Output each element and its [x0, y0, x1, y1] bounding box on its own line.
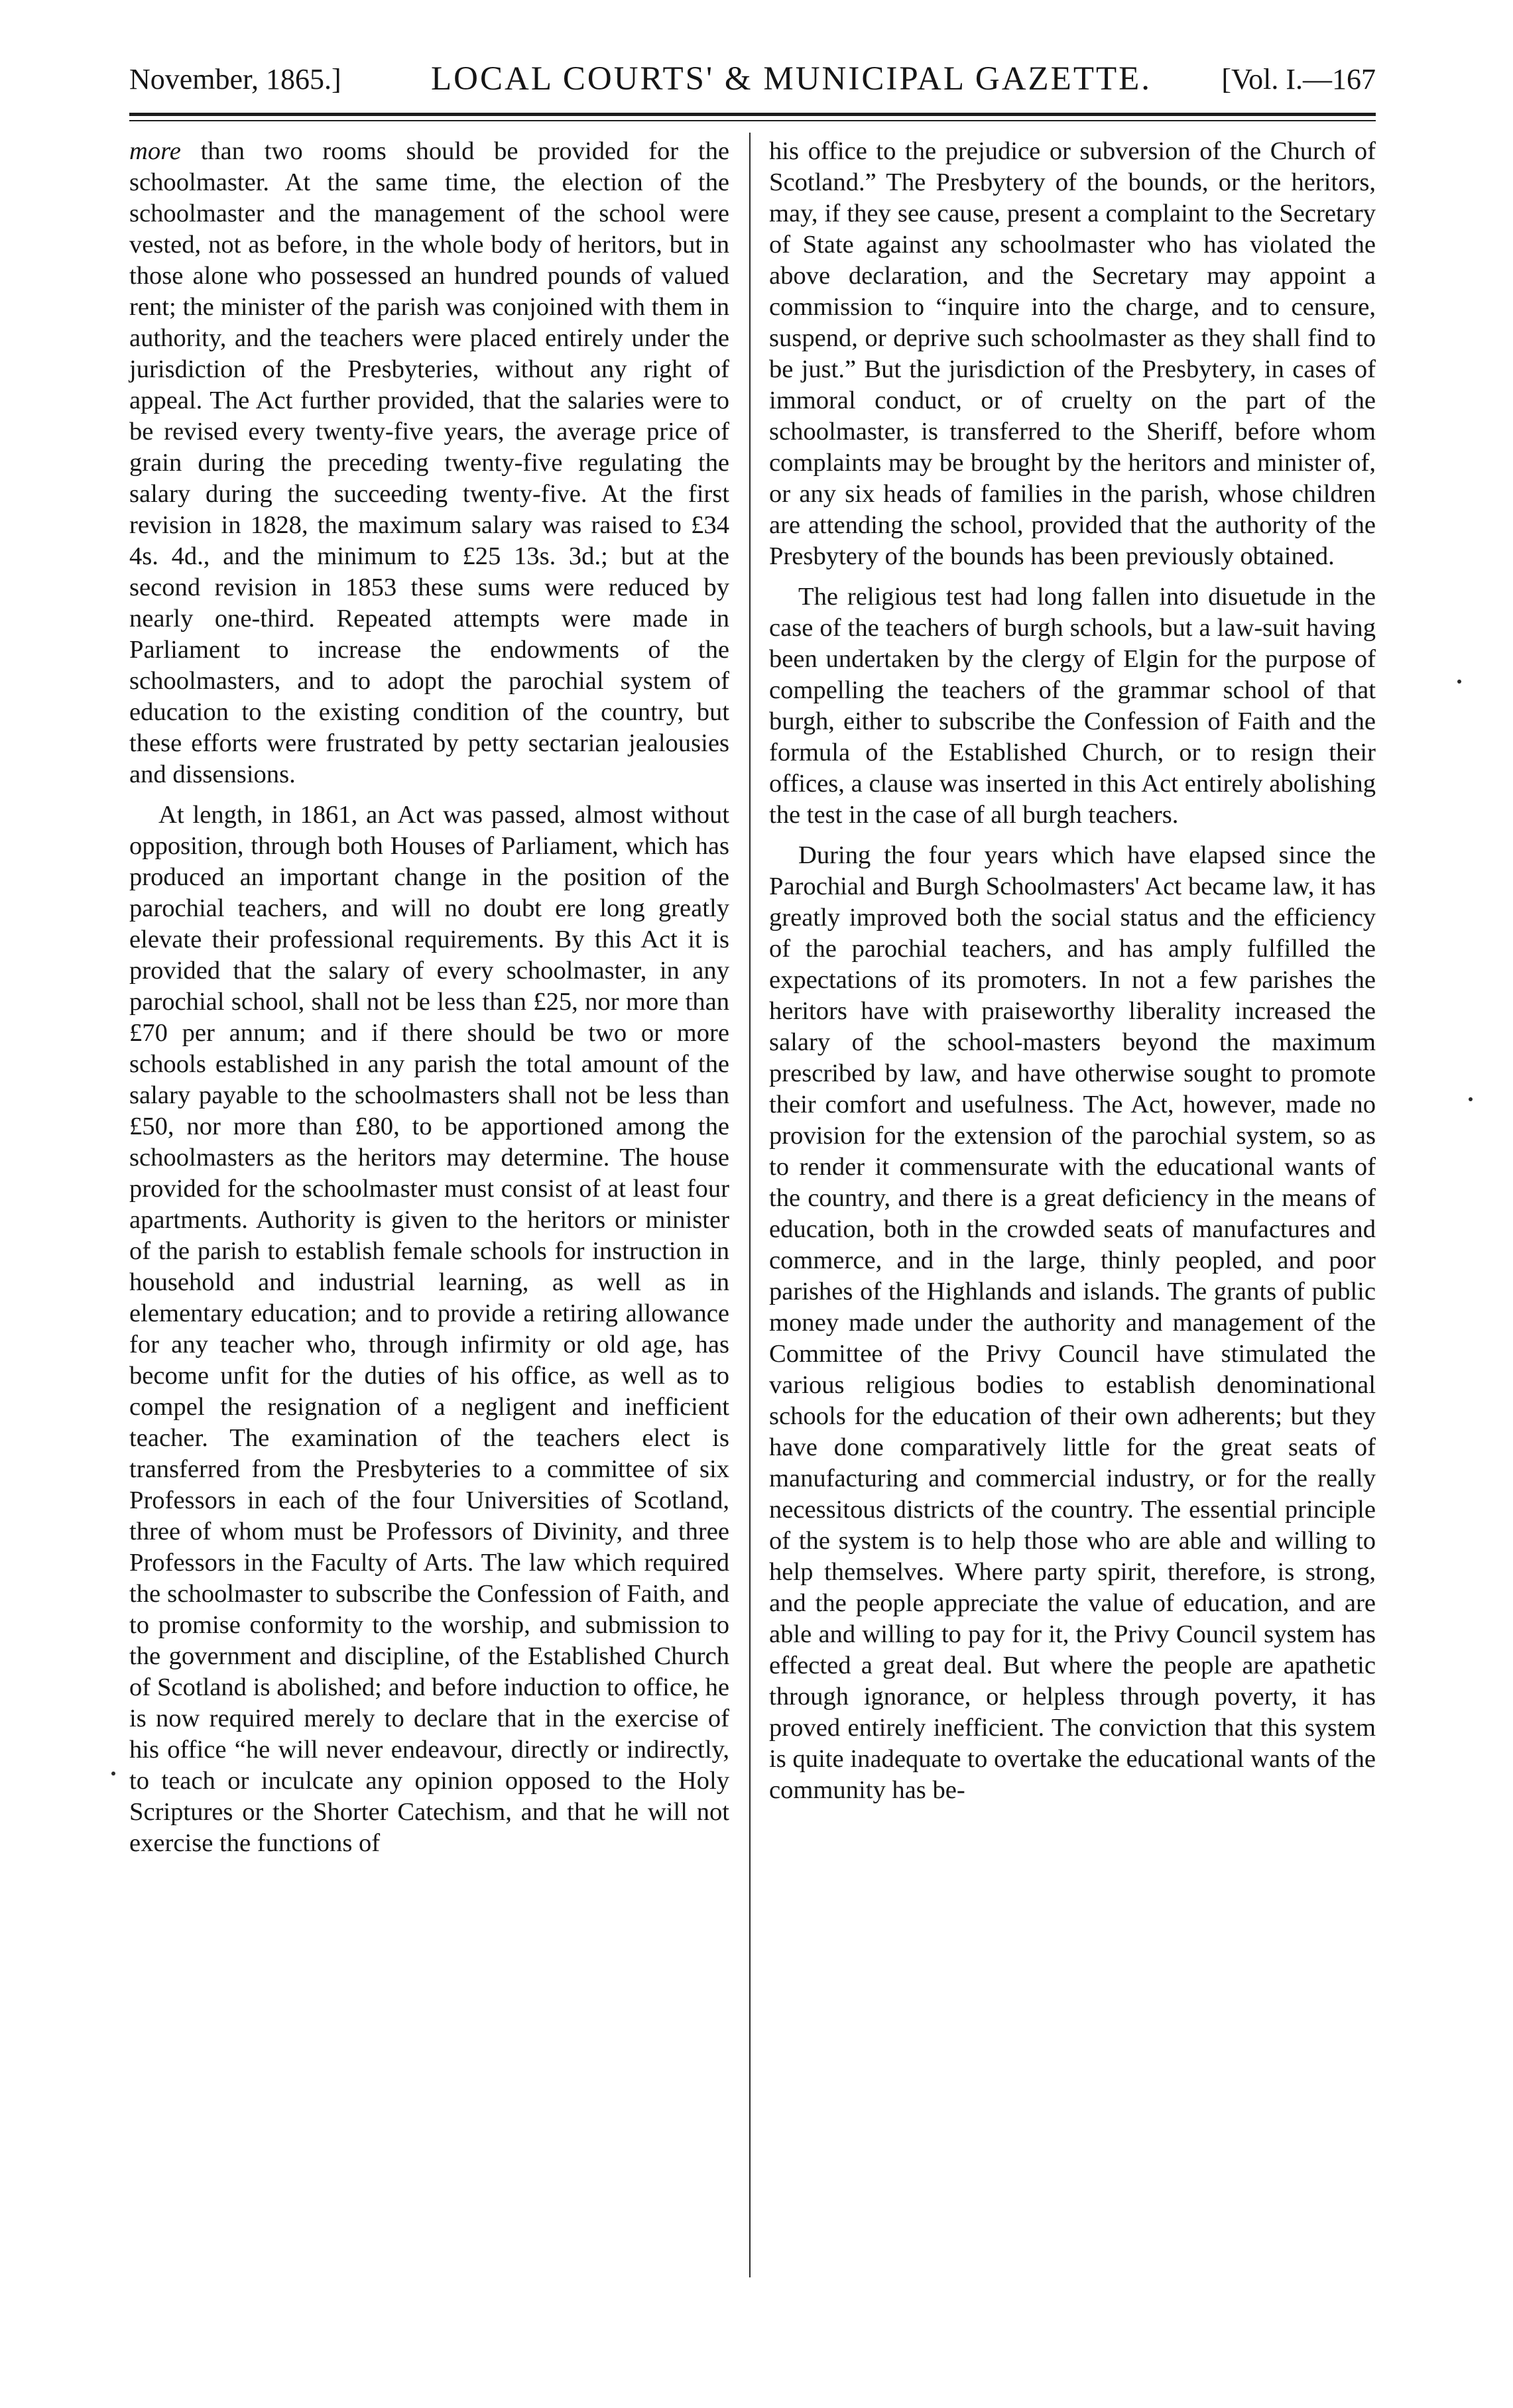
left-paragraph-1-italic: more	[129, 137, 181, 165]
right-column	[769, 136, 1376, 1806]
header-title: LOCAL COURTS' & MUNICIPAL GAZETTE.	[431, 60, 1152, 97]
right-paragraph-1: his office to the prejudice or subversion of the Church of Scotland.” The Presbytery of the bounds, or the heritors, may, if they see cause, present a complaint to the Secretary of State against any schoolmaster who has violated the above declaration, and the Secretary may appoint a commission to “inquire into the charge, and to censure, suspend, or deprive such schoolmaster as they shall find to be just.” But the jurisdiction of the Presbytery, in cases of immoral conduct, or of cruelty on the part of the schoolmaster, is transferred to the Sheriff, before whom complaints may be brought by the heritors and minister of, or any six heads of families in the parish, whose children are attending the school, provided that the authority of the Presbytery of the bounds has been previously obtained.	[769, 137, 1376, 570]
left-paragraph-2: At length, in 1861, an Act was passed, almost without opposition, through both Houses of Parliament, which has produced an important change in the position of the parochial teachers, and will no doubt ere long greatly elevate their professional requirements. By this Act it is provided that the salary of every schoolmaster, in any parochial school, shall not be less than £25, nor more than £70 per annum; and if there should be two or more schools established in any parish the total amount of the salary payable to the schoolmasters shall not be less than £50, nor more than £80, to be apportioned among the schoolmasters as the heritors may determine. The house provided for the schoolmaster must consist of at least four apartments. Authority is given to the heritors or minister of the parish to establish female schools for instruction in household and industrial learning, as well as in elementary education; and to provide a retiring allowance for any teacher who, through infirmity or old age, has become unfit for the duties of his office, as well as to compel the resignation of a negligent and inefficient teacher. The examination of the teachers elect is transferred from the Presbyteries to a committee of six Professors in each of the four Universities of Scotland, three of whom must be Professors of Divinity, and three Professors in the Faculty of Arts. The law which required the schoolmaster to subscribe the Confession of Faith, and to promise conformity to the worship, and submission to the government and discipline, of the Established Church of Scotland is abolished; and before induction to office, he is now required merely to declare that in the exercise of his office “he will never endeavour, directly or indirectly, to teach or inculcate any opinion opposed to the Holy Scriptures or the Shorter Catechism, and that he will not exercise the functions of	[129, 801, 729, 1857]
header-volume: [Vol. I.—167	[1221, 63, 1376, 95]
right-paragraph-3: During the four years which have elapsed since the Parochial and Burgh Schoolmasters' Act became law, it has greatly improved both the social status and the efficiency of the parochial teachers, and has amply fulfilled the expectations of its promoters. In not a few parishes the heritors have with praiseworthy liberality increased the salary of the school-masters beyond the maximum prescribed by law, and have otherwise sought to promote their comfort and usefulness. The Act, however, made no provision for the extension of the parochial system, so as to render it commensurate with the educational wants of the country, and there is a great deficiency in the means of education, both in the crowded seats of manufactures and commerce, and in the large, thinly peopled, and poor parishes of the Highlands and islands. The grants of public money made under the authority and management of the Committee of the Privy Council have stimulated the various religious bodies to establish denominational schools for the education of their own adherents; but they have done comparatively little for the great seats of manufacturing and commercial industry, or for the really necessitous districts of the country. The essential principle of the system is to help those who are able and willing to help themselves. Where party spirit, therefore, is strong, and the people appreciate the value of education, and are able and willing to pay for it, the Privy Council system has effected a great deal. But where the people are apathetic through ignorance, or helpless through poverty, it has proved entirely inefficient. The conviction that this system is quite inadequate to overtake the educational wants of the community has be-	[769, 841, 1376, 1804]
column-divider	[749, 133, 751, 2277]
header-date: November, 1865.]	[129, 63, 341, 95]
header-rule-thick	[129, 113, 1376, 116]
header-rule-thin	[129, 120, 1376, 121]
left-column	[129, 136, 729, 1859]
left-paragraph-1-text: than two rooms should be provided for the schoolmaster. At the same time, the election of the schoolmaster and the management of the school were vested, not as before, in the whole body of heritors, but in those alone who possessed an hundred pounds of valued rent; the minister of the parish was conjoined with them in authority, and the teachers were placed entirely under the jurisdiction of the Presbyteries, without any right of appeal. The Act further provided, that the salaries were to be revised every twenty-five years, the average price of grain during the preceding twenty-five regulating the salary during the succeeding twenty-five. At the first revision in 1828, the maximum salary was raised to £34 4s. 4d., and the minimum to £25 13s. 3d.; but at the second revision in 1853 these sums were reduced by nearly one-third. Repeated attempts were made in Parliament to increase the endowments of the schoolmasters, and to adopt the parochial system of education to the existing condition of the country, but these efforts were frustrated by petty sectarian jealousies and dissensions.	[129, 137, 729, 788]
print-speck	[1457, 680, 1461, 684]
page-header	[129, 52, 1376, 105]
right-paragraph-2: The religious test had long fallen into disuetude in the case of the teachers of burgh schools, but a law-suit having been undertaken by the clergy of Elgin for the purpose of compelling the teachers of the grammar school of that burgh, either to subscribe the Confession of Faith and the formula of the Established Church, or to resign their offices, a clause was inserted in this Act entirely abolishing the test in the case of all burgh teachers.	[769, 583, 1376, 829]
print-speck	[111, 1772, 115, 1776]
print-speck	[1469, 1097, 1473, 1101]
left-paragraph-1	[129, 136, 729, 790]
